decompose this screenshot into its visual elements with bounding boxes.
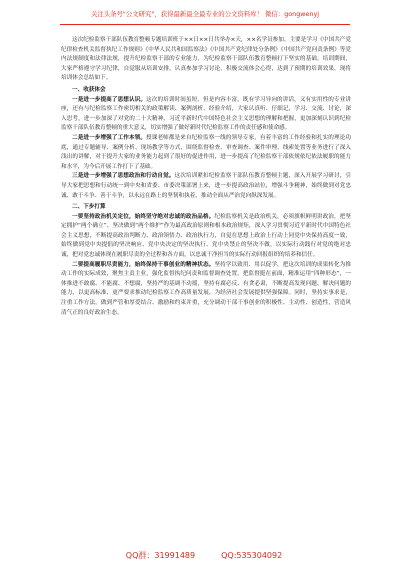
paragraph-text: 这次培训紧扣纪检监察干部队伍教育整顿主题，深入开展学习研讨，引导大家把思想和行动统一到中央和省委、市委决策部署上来，进一步提高政治站位，增强斗争精神，始终做到对党忠诚、敢于斗争、善于斗争，以永远在路上的坚韧和执着，推动全面从严治党向纵深发展。: [61, 173, 351, 199]
body-paragraph: [61, 36, 351, 84]
body-paragraph: [61, 96, 351, 134]
paragraph-text: 这次纪检监察干部队伍教育整顿专题培训班于××日××日共举办×天，××名学员参加。主要是学习《中国共产党纪律检查机关监督执纪工作规则》《中华人民共和国监察法》《中国共产党纪律处分条例》《中国共产党问责条例》等党内法规制度和法律法规，提升纪检监察干部的专业能力，为纪检监察干部队伍教育整顿打下坚实的基础。培训期间，大家严格遵守学习纪律，自觉服从培训安排，认真参加学习讨论，积极交流体会心得，达到了预期的培训效果，现将培训体会总结如下。: [61, 37, 351, 82]
banner-divider: [60, 24, 350, 25]
footer: [0, 550, 408, 562]
footer-qq-group: QQ群：31991489: [125, 551, 196, 560]
paragraph-text: 授课老师都是来自纪检监察一线的领导专家，有着丰富的工作经验和扎实的理论功底，通过专题辅导、案例分析、现场教学等方式，围绕监督检查、审查调查、案件审理、线索处置等业务进行了深入浅出的讲解，对于提升大家的业务能力起到了很好的促进作用，进一步提高了纪检监察干部依规依纪依法履职的能力和水平，为今后开展工作打下了基础。: [61, 134, 351, 170]
body-paragraph: [61, 213, 351, 261]
body-paragraph: [61, 134, 351, 172]
paragraph-lead: 二要提高履职尽责能力，始终保持干事创业的精神状态。: [72, 261, 215, 268]
paragraph-lead: 三是进一步增强了思想政治和行动自觉。: [72, 173, 175, 180]
section-heading: 一、收获体会: [72, 86, 106, 93]
body-paragraph: [61, 172, 351, 201]
footer-qq: QQ:535304092: [221, 551, 283, 560]
paragraph-lead: 一要坚持政治机关定位，始终坚守绝对忠诚的政治品格。: [72, 213, 215, 220]
paragraph-text: 纪检监察机关是政治机关，必须旗帜鲜明讲政治，把坚定拥护“两个确立”、坚决做到“两个维护”作为最高政治原则和根本政治规矩，深入学习贯彻习近平新时代中国特色社会主义思想，不断提高政治判断力、政治领悟力、政治执行力，自觉在思想上政治上行动上同党中央保持高度一致，始终做到党中央提倡的坚决响应、党中央决定的坚决执行、党中央禁止的坚决不做，以实际行动践行对党的绝对忠诚，把对党忠诚体现在履职尽责的全过程和各方面，以忠诚干净担当的实际行动回报组织的培养和信任。: [61, 213, 351, 259]
paragraph-text: 这次的培训时间虽短，但是内容丰富，既有学习导向的讲话，又有实用性的专业讲座，还有与纪检监察工作密切相关的政策解读、案例剖析、经验介绍，大家认真听、仔细记，学习、交流、讨论，深入思考，进一步加深了对党的二十大精神、习近平新时代中国特色社会主义思想的理解和把握，更加深刻认识到纪检监察干部队伍教育整顿的重大意义，切实增强了做好新时代纪检监察工作的责任感和使命感。: [61, 96, 351, 132]
paragraph-lead: 二是进一步增强了工作本领。: [72, 134, 147, 141]
paragraph-text: 坚持学以致用、用以促学，把这次培训的成果转化为推动工作的实际成效，聚焦主责主业，强化监督执纪问责和监督调查处置，把监督挺在前面，精准运用“四种形态”，一体推进不敢腐、不能腐、不想腐，坚持严的基调不动摇，坚持有腐必反、有贪必肃，不断提高发现问题、解决问题的能力，以更高标准、更严要求推动纪检监察工作高质量发展，为经济社会发展提供坚强保障。同时，坚持实事求是，注重工作方法，做到严管和厚爱结合、激励和约束并重，充分调动干部干事创业的积极性、主动性、创造性，营造风清气正的良好政治生态。: [61, 261, 351, 316]
top-banner: 关注头条号"公文研究"，获得最新最全最专业的公文资料库！ 微信：gongwenyj: [90, 10, 320, 18]
body-paragraph: [61, 261, 351, 319]
section-heading: 二、下步打算: [72, 204, 106, 211]
document-body: [61, 36, 351, 318]
paragraph-lead: 一是进一步提高了思想认识。: [72, 96, 147, 103]
